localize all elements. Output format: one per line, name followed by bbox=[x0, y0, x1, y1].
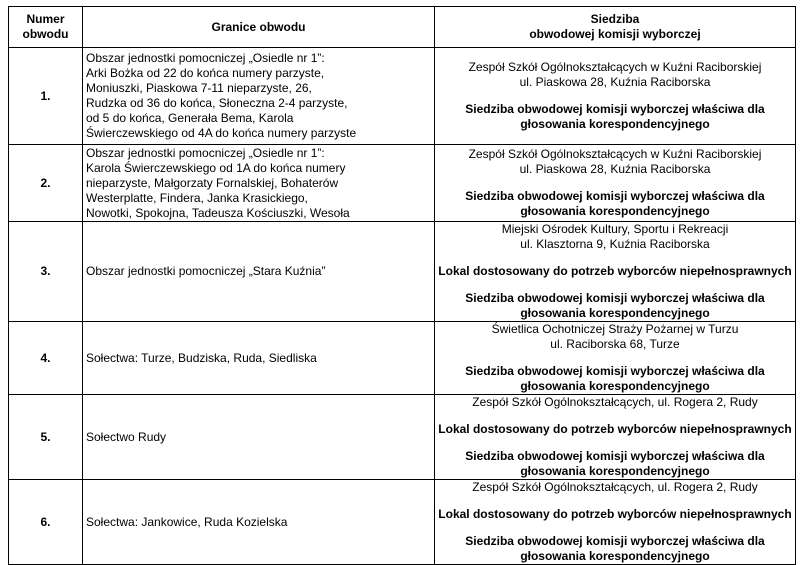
postal-voting-note: głosowania korespondencyjnego bbox=[520, 117, 710, 131]
header-district-bounds: Granice obwodu bbox=[83, 7, 435, 48]
table-row bbox=[9, 48, 796, 145]
bounds-line: Obszar jednostki pomocniczej „Stara Kuźnia” bbox=[86, 264, 326, 278]
district-bounds bbox=[83, 222, 435, 322]
seat-address-line: Zespół Szkół Ogólnokształcących, ul. Rogera 2, Rudy bbox=[472, 395, 758, 409]
postal-voting-note: Siedziba obwodowej komisji wyborczej właściwa dla bbox=[465, 189, 765, 203]
district-number: 3. bbox=[9, 222, 83, 322]
seat-address-line: Miejski Ośrodek Kultury, Sportu i Rekreacji bbox=[501, 222, 729, 236]
spacer bbox=[438, 252, 792, 264]
seat-address-line: Świetlica Ochotniczej Straży Pożarnej w Turzu bbox=[491, 322, 739, 336]
postal-voting-note: Siedziba obwodowej komisji wyborczej właściwa dla bbox=[465, 102, 765, 116]
district-number: 2. bbox=[9, 145, 83, 222]
table-row bbox=[9, 222, 796, 322]
postal-voting-note: głosowania korespondencyjnego bbox=[520, 549, 710, 563]
spacer bbox=[438, 177, 792, 189]
spacer bbox=[438, 352, 792, 364]
table-row bbox=[9, 145, 796, 222]
postal-voting-note: głosowania korespondencyjnego bbox=[520, 379, 710, 393]
commission-seat bbox=[435, 145, 796, 222]
district-bounds bbox=[83, 48, 435, 145]
district-bounds bbox=[83, 322, 435, 395]
spacer bbox=[438, 90, 792, 102]
district-number: 6. bbox=[9, 480, 83, 565]
table-row bbox=[9, 395, 796, 480]
table-row bbox=[9, 480, 796, 565]
district-bounds bbox=[83, 395, 435, 480]
bounds-line: nieparzyste, Małgorzaty Fornalskiej, Bohaterów bbox=[86, 175, 339, 190]
header-seat-line1: Siedziba bbox=[590, 12, 640, 26]
postal-voting-note: głosowania korespondencyjnego bbox=[520, 306, 710, 320]
table-body bbox=[9, 48, 796, 565]
seat-address-line: Zespół Szkół Ogólnokształcących w Kuźni Raciborskiej bbox=[468, 60, 762, 74]
postal-voting-note: Siedziba obwodowej komisji wyborczej właściwa dla bbox=[465, 449, 765, 463]
bounds-line: Świerczewskiego od 4A do końca numery parzyste bbox=[86, 126, 357, 140]
bounds-line: od 5 do końca, Generała Bema, Karola bbox=[86, 111, 294, 125]
bounds-line: Obszar jednostki pomocniczej „Osiedle nr 1”: bbox=[86, 145, 325, 160]
electoral-districts-table bbox=[8, 6, 796, 565]
district-bounds bbox=[83, 145, 435, 222]
bounds-line: Obszar jednostki pomocniczej „Osiedle nr 1”: bbox=[86, 51, 325, 65]
bounds-line: Moniuszki, Piaskowa 7-11 nieparzyste, 26, bbox=[86, 81, 312, 95]
spacer bbox=[438, 279, 792, 291]
postal-voting-note: Siedziba obwodowej komisji wyborczej właściwa dla bbox=[465, 534, 765, 548]
commission-seat bbox=[435, 480, 796, 565]
seat-address-line: ul. Klasztorna 9, Kuźnia Raciborska bbox=[520, 237, 710, 251]
spacer bbox=[438, 495, 792, 507]
postal-voting-note: głosowania korespondencyjnego bbox=[520, 204, 710, 218]
bounds-line: Rudzka od 36 do końca, Słoneczna 2-4 parzyste, bbox=[86, 96, 348, 110]
bounds-line: Sołectwa: Turze, Budziska, Ruda, Siedliska bbox=[86, 350, 317, 365]
accessible-venue-note: Lokal dostosowany do potrzeb wyborców niepełnosprawnych bbox=[438, 507, 792, 521]
bounds-line: Nowotki, Spokojna, Tadeusza Kościuszki, Wesoła bbox=[86, 205, 350, 220]
district-number: 4. bbox=[9, 322, 83, 395]
seat-address-line: ul. Piaskowa 28, Kuźnia Raciborska bbox=[519, 162, 711, 176]
bounds-line: Sołectwa: Jankowice, Ruda Kozielska bbox=[86, 514, 288, 529]
district-number: 5. bbox=[9, 395, 83, 480]
table-header-row bbox=[9, 7, 796, 48]
seat-address-line: Zespół Szkół Ogólnokształcących w Kuźni Raciborskiej bbox=[468, 147, 762, 161]
bounds-line: Arki Bożka od 22 do końca numery parzyste, bbox=[86, 66, 325, 80]
spacer bbox=[438, 437, 792, 449]
accessible-venue-note: Lokal dostosowany do potrzeb wyborców niepełnosprawnych bbox=[438, 422, 792, 436]
spacer bbox=[438, 522, 792, 534]
postal-voting-note: głosowania korespondencyjnego bbox=[520, 464, 710, 478]
bounds-line: Westerplatte, Findera, Janka Krasickiego, bbox=[86, 190, 308, 205]
header-number-line1: Numer bbox=[26, 12, 65, 26]
commission-seat bbox=[435, 395, 796, 480]
postal-voting-note: Siedziba obwodowej komisji wyborczej właściwa dla bbox=[465, 291, 765, 305]
bounds-line: Sołectwo Rudy bbox=[86, 429, 167, 444]
accessible-venue-note: Lokal dostosowany do potrzeb wyborców niepełnosprawnych bbox=[438, 264, 792, 278]
header-commission-seat bbox=[435, 7, 796, 48]
district-number: 1. bbox=[9, 48, 83, 145]
commission-seat bbox=[435, 48, 796, 145]
seat-address-line: ul. Piaskowa 28, Kuźnia Raciborska bbox=[519, 75, 711, 89]
districts-table-container bbox=[8, 6, 795, 565]
header-seat-line2: obwodowej komisji wyborczej bbox=[529, 27, 701, 41]
header-number-line2: obwodu bbox=[22, 27, 69, 41]
header-district-number bbox=[9, 7, 83, 48]
bounds-line: Karola Świerczewskiego od 1A do końca numery bbox=[86, 160, 346, 175]
postal-voting-note: Siedziba obwodowej komisji wyborczej właściwa dla bbox=[465, 364, 765, 378]
commission-seat bbox=[435, 322, 796, 395]
seat-address-line: ul. Raciborska 68, Turze bbox=[550, 337, 680, 351]
commission-seat bbox=[435, 222, 796, 322]
district-bounds bbox=[83, 480, 435, 565]
seat-address-line: Zespół Szkół Ogólnokształcących, ul. Rogera 2, Rudy bbox=[472, 480, 758, 494]
spacer bbox=[438, 410, 792, 422]
table-row bbox=[9, 322, 796, 395]
